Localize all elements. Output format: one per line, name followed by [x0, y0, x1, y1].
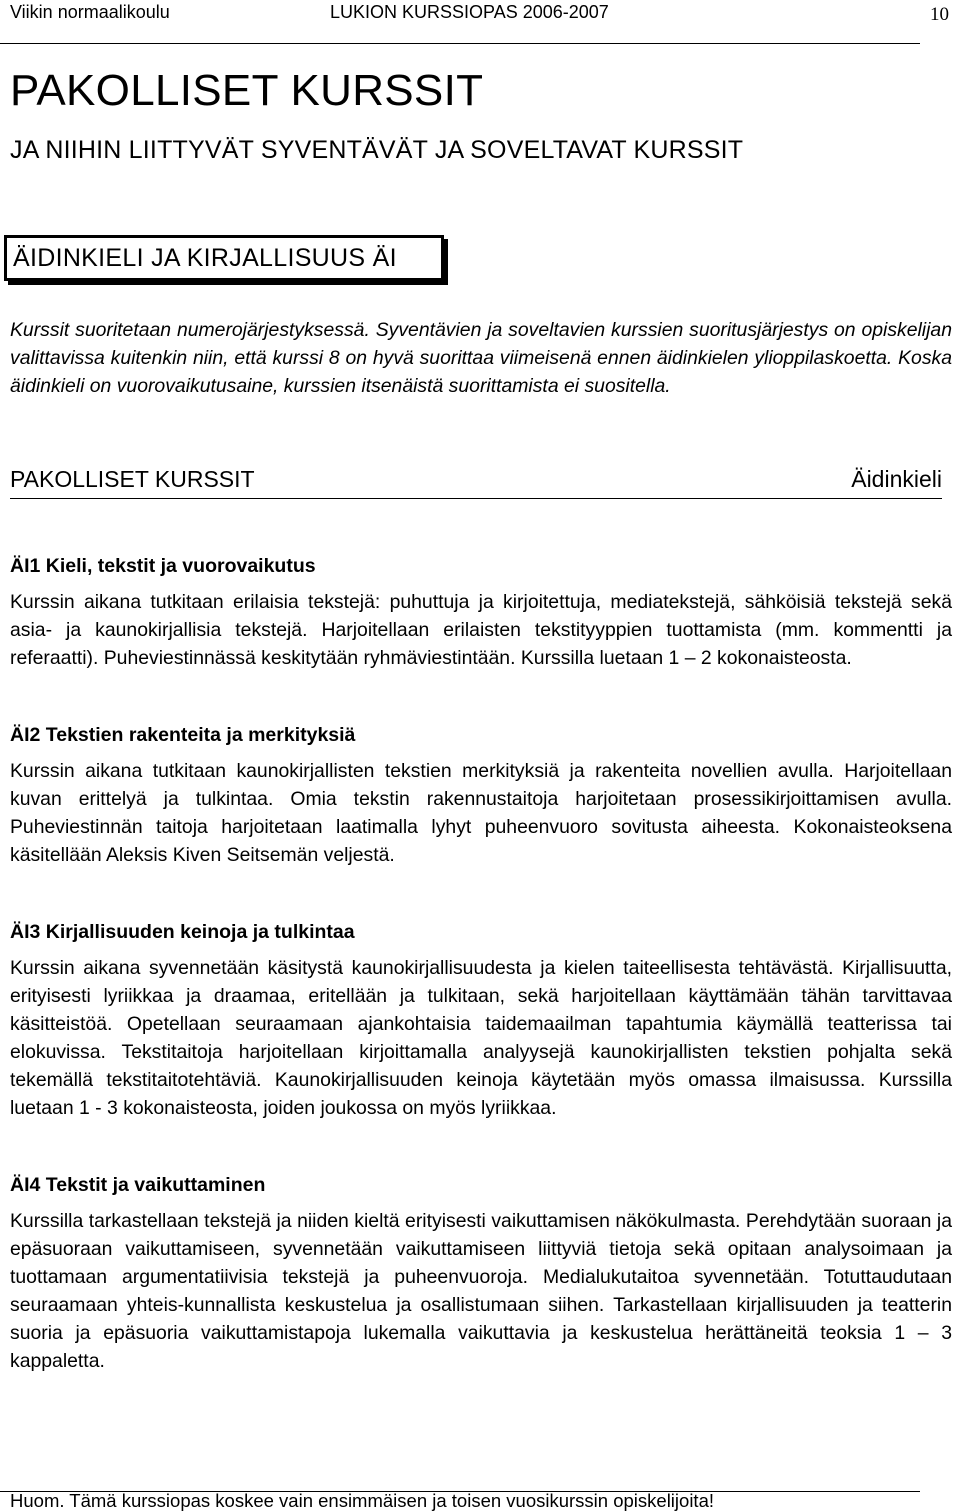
course-body-ai2: Kurssin aikana tutkitaan kaunokirjallisten tekstien merkityksiä ja rakenteita novellien avulla. Harjoitellaan kuvan erittelyä ja tulkintaa. Omia tekstin rakennustaitoja harjoitetaan prosessikirjoittamisen avulla. Puheviestinnän taitoja harjoitetaan laatimalla lyhyt puheenvuoro sovitusta aiheesta. Kokonaisteoksena käsitellään Aleksis Kiven Seitsemän veljestä.: [10, 760, 952, 866]
header-guide-title: LUKION KURSSIOPAS 2006-2007: [330, 2, 609, 22]
intro-paragraph: Kurssit suoritetaan numerojärjestyksessä. Syventävien ja soveltavien kurssien suoritusjärjestys on opiskelijan valittavissa kuitenkin niin, että kurssi 8 on hyvä suorittaa viimeisenä ennen äidinkielen ylioppilaskoetta. Koska äidinkieli on vuorovaikutusaine, kurssien itsenäistä suorittamista ei suositella.: [10, 319, 952, 397]
page-title: PAKOLLISET KURSSIT: [10, 66, 484, 115]
section-heading-left: PAKOLLISET KURSSIT: [10, 466, 255, 492]
page-subtitle: JA NIIHIN LIITTYVÄT SYVENTÄVÄT JA SOVELTAVAT KURSSIT: [10, 136, 744, 164]
course-heading-ai3: ÄI3 Kirjallisuuden keinoja ja tulkintaa: [10, 921, 355, 943]
section-heading-right: Äidinkieli: [851, 466, 942, 492]
course-heading-ai4: ÄI4 Tekstit ja vaikuttaminen: [10, 1174, 266, 1196]
course-heading-ai2: ÄI2 Tekstien rakenteita ja merkityksiä: [10, 724, 356, 746]
header-rule: [0, 43, 920, 44]
subject-box-label: ÄIDINKIELI JA KIRJALLISUUS ÄI: [13, 244, 397, 272]
course-body-ai1: Kurssin aikana tutkitaan erilaisia tekstejä: puhuttuja ja kirjoitettuja, mediatekstejä, sähköisiä tekstejä sekä asia- ja kaunokirjallisia tekstejä. Harjoitellaan erilaisten tekstityyppien tuottamista (mm. kommentti ja referaatti). Puheviestinnässä keskitytään ryhmäviestintään. Kurssilla luetaan 1 – 2 kokonaisteosta.: [10, 591, 952, 669]
footer-note: Huom. Tämä kurssiopas koskee vain ensimmäisen ja toisen vuosikurssin opiskelijoita!: [10, 1490, 714, 1511]
course-body-ai4: Kurssilla tarkastellaan tekstejä ja niiden kieltä erityisesti vaikuttamisen näkökulmasta. Perehdytään suoraan ja epäsuoraan vaikuttamiseen, syvennetään vaikuttamiseen liittyviä tietoja sekä opitaan analysoimaan ja tuottamaan argumentatiivisia tekstejä ja puheenvuoroja. Medialukutaitoa syvennetään. Totuttaudutaan seuraamaan yhteis-kunnallista keskustelua ja osallistumaan siihen. Tarkastellaan kirjallisuuden ja teatterin suoria ja epäsuoria vaikuttamistapoja lukemalla vaikuttavia ja keskustelua herättäneitä teoksia 1 – 3 kappaletta.: [10, 1210, 952, 1372]
page-number: 10: [930, 4, 949, 25]
header-school-name: Viikin normaalikoulu: [10, 2, 170, 22]
section-heading: [10, 466, 942, 499]
subject-box: [4, 235, 444, 281]
course-body-ai3: Kurssin aikana syvennetään käsitystä kaunokirjallisuudesta ja kielen taiteellisesta tehtävästä. Kirjallisuutta, erityisesti lyriikkaa ja draamaa, eritellään ja tulkitaan, sekä harjoitellaan käyttämään tähän tarvittavaa käsitteistöä. Opetellaan seuraamaan ajankohtaisia taidemaailman tapahtumia käymällä teatterissa tai elokuvissa. Tekstitaitoja harjoitellaan kirjoittamalla analyysejä kaunokirjallisten tekstien pohjalta sekä tekemällä tekstitaitotehtäviä. Kaunokirjallisuuden keinoja käytetään myös omassa ilmaisussa. Kurssilla luetaan 1 - 3 kokonaisteosta, joiden joukossa on myös lyriikkaa.: [10, 957, 952, 1119]
course-heading-ai1: ÄI1 Kieli, tekstit ja vuorovaikutus: [10, 555, 316, 577]
